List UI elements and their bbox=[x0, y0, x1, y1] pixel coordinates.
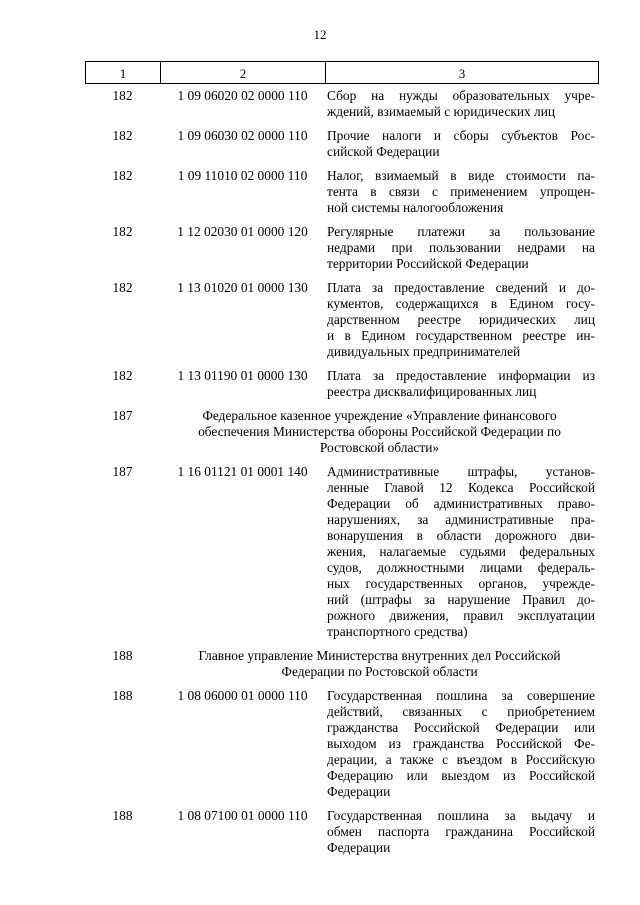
description-line: действий, связанных с приобретением bbox=[327, 704, 595, 719]
heading-line: Федерации по Ростовской области bbox=[281, 664, 478, 679]
budget-classification-code: 1 09 06020 02 0000 110 bbox=[177, 88, 308, 103]
description-line: рожного движения, правил эксплуатации bbox=[327, 608, 595, 623]
table-body bbox=[85, 88, 599, 856]
description-line: Федерации bbox=[327, 840, 391, 855]
admin-code: 182 bbox=[112, 88, 133, 103]
description-line: сийской Федерации bbox=[327, 144, 440, 159]
description-line: выходом из гражданства Российской Фе- bbox=[327, 736, 595, 751]
description-line: гражданства Российской Федерации или bbox=[327, 720, 595, 735]
table-row bbox=[85, 464, 599, 640]
table-row bbox=[85, 128, 599, 160]
description-line: Государственная пошлина за выдачу и bbox=[327, 808, 595, 823]
description-line: Сбор на нужды образовательных учре- bbox=[327, 88, 595, 103]
table-row bbox=[85, 168, 599, 216]
budget-classification-code: 1 08 07100 01 0000 110 bbox=[177, 808, 308, 823]
header-col-3: 3 bbox=[458, 66, 466, 81]
heading-line: обеспечения Министерства обороны Российской Федерации по bbox=[198, 424, 561, 439]
admin-code: 188 bbox=[112, 808, 133, 823]
description-line: ний (штрафы за нарушение Правил до- bbox=[327, 592, 595, 607]
table-row bbox=[85, 88, 599, 120]
admin-code: 182 bbox=[112, 224, 133, 239]
header-col-2: 2 bbox=[161, 62, 326, 83]
description-line: ленные Главой 12 Кодекса Российской bbox=[327, 480, 595, 495]
admin-code: 188 bbox=[112, 648, 133, 663]
description-line: транспортного средства) bbox=[327, 624, 468, 639]
table-row bbox=[85, 688, 599, 800]
admin-code: 182 bbox=[112, 168, 133, 183]
description-line: Федерации об административных право- bbox=[327, 496, 595, 511]
budget-classification-code: 1 13 01190 01 0000 130 bbox=[177, 368, 308, 383]
description-line: кументов, содержащихся в Едином госу- bbox=[327, 296, 595, 311]
admin-code: 182 bbox=[112, 280, 133, 295]
header-col-1: 1 bbox=[86, 62, 161, 83]
table-row bbox=[85, 808, 599, 856]
heading-line: Главное управление Министерства внутренних дел Российской bbox=[198, 648, 561, 663]
description-line: Регулярные платежи за пользование bbox=[327, 224, 595, 239]
administrator-heading bbox=[160, 408, 599, 456]
description-line: обмен паспорта гражданина Российской bbox=[327, 824, 595, 839]
description-line: Плата за предоставление сведений и до- bbox=[327, 280, 595, 295]
heading-line: Ростовской области» bbox=[319, 440, 440, 455]
budget-classification-code: 1 08 06000 01 0000 110 bbox=[177, 688, 308, 703]
table-row bbox=[85, 368, 599, 400]
table-row bbox=[85, 648, 599, 680]
budget-classification-code: 1 12 02030 01 0000 120 bbox=[177, 224, 308, 239]
budget-classification-code: 1 09 11010 02 0000 110 bbox=[177, 168, 308, 183]
description-line: реестра дисквалифицированных лиц bbox=[327, 384, 537, 399]
description-line: и в Едином государственном реестре ин- bbox=[327, 328, 595, 343]
description-line: Налог, взимаемый в виде стоимости па- bbox=[327, 168, 595, 183]
description-line: нарушениях, за административные пра- bbox=[327, 512, 595, 527]
admin-code: 187 bbox=[112, 464, 133, 479]
revenue-description bbox=[325, 808, 599, 856]
description-line: недрами при пользовании недрами на bbox=[327, 240, 595, 255]
table-row bbox=[85, 224, 599, 272]
admin-code: 182 bbox=[112, 368, 133, 383]
budget-classification-code: 1 09 06030 02 0000 110 bbox=[177, 128, 308, 143]
heading-line: Федеральное казенное учреждение «Управление финансового bbox=[202, 408, 557, 423]
administrator-heading bbox=[160, 648, 599, 680]
budget-classification-code: 1 16 01121 01 0001 140 bbox=[177, 464, 308, 479]
description-line: вонарушения в области дорожного дви- bbox=[327, 528, 595, 543]
budget-classification-code: 1 13 01020 01 0000 130 bbox=[177, 280, 308, 295]
revenue-description bbox=[325, 168, 599, 216]
table-header bbox=[85, 61, 599, 84]
description-line: Федерацию или выездом из Российской bbox=[327, 768, 595, 783]
revenue-description bbox=[325, 128, 599, 160]
description-line: Прочие налоги и сборы субъектов Рос- bbox=[327, 128, 595, 143]
description-line: Административные штрафы, установ- bbox=[327, 464, 595, 479]
revenue-description bbox=[325, 224, 599, 272]
description-line: дарственном реестре юридических лиц bbox=[327, 312, 595, 327]
table-row bbox=[85, 408, 599, 456]
description-line: Федерации bbox=[327, 784, 391, 799]
description-line: Плата за предоставление информации из bbox=[327, 368, 595, 383]
description-line: судов, должностными лицами федераль- bbox=[327, 560, 595, 575]
revenue-description bbox=[325, 688, 599, 800]
description-line: дерации, а также с въездом в Российскую bbox=[327, 752, 595, 767]
description-line: ных государственных органов, учрежде- bbox=[327, 576, 595, 591]
table-row bbox=[85, 280, 599, 360]
revenue-description bbox=[325, 280, 599, 360]
admin-code: 188 bbox=[112, 688, 133, 703]
budget-table bbox=[85, 61, 599, 864]
description-line: ждений, взимаемый с юридических лиц bbox=[327, 104, 556, 119]
admin-code: 187 bbox=[112, 408, 133, 423]
description-line: тента в связи с применением упрощен- bbox=[327, 184, 595, 199]
description-line: ной системы налогообложения bbox=[327, 200, 504, 215]
page-number: 12 bbox=[313, 27, 327, 42]
admin-code: 182 bbox=[112, 128, 133, 143]
revenue-description bbox=[325, 368, 599, 400]
description-line: территории Российской Федерации bbox=[327, 256, 529, 271]
revenue-description bbox=[325, 464, 599, 640]
description-line: жения, налагаемые судьями федеральных bbox=[327, 544, 595, 559]
revenue-description bbox=[325, 88, 599, 120]
description-line: дивидуальных предпринимателей bbox=[327, 344, 521, 359]
description-line: Государственная пошлина за совершение bbox=[327, 688, 595, 703]
